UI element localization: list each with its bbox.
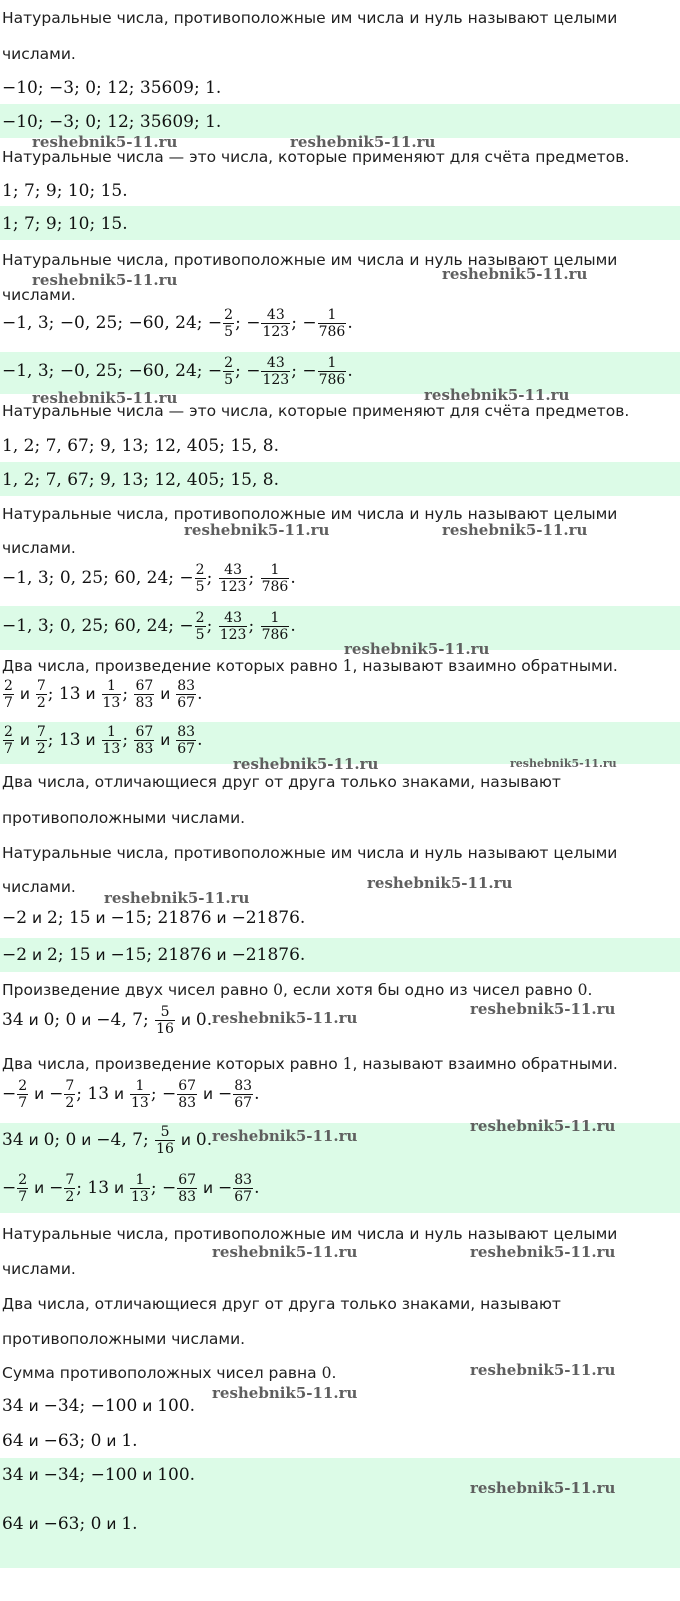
fraction: $\frac{43}{123}$ [219, 610, 247, 643]
fraction: $\frac{1}{13}$ [131, 1172, 149, 1205]
watermark: reshebnik5-11.ru [184, 521, 330, 539]
answer-negative-reciprocal-pairs: − $\frac{2}{7}$ и − $\frac{7}{2}$ ; 13 и $\frac{1}{13}$ ; − $\frac{67}{83}$ и − $\frac{83}{67}$ . [2, 1172, 260, 1205]
fraction: $\frac{43}{123}$ [262, 355, 290, 388]
watermark: reshebnik5-11.ru [470, 1479, 616, 1497]
definition-opposite-tail: противоположными числами. [2, 1330, 246, 1348]
fraction: $\frac{7}{2}$ [65, 1172, 75, 1205]
number-pairs: $\frac{2}{7}$ и $\frac{7}{2}$ ; 13 и $\frac{1}{13}$ ; $\frac{67}{83}$ и $\frac{83}{67}$ . [4, 678, 203, 711]
watermark: reshebnik5-11.ru [104, 889, 250, 907]
number-list: −1, 3; −0, 25; −60, 24; − $\frac{2}{5}$ ; − $\frac{43}{123}$ ; − $\frac{1}{786}$ . [2, 307, 353, 340]
watermark: reshebnik5-11.ru [470, 1361, 616, 1379]
definition-zero-product: Произведение двух чисел равно 0, если хотя бы одно из чисел равно 0. [2, 981, 593, 999]
fraction: $\frac{2}{7}$ [18, 1078, 28, 1111]
fraction: $\frac{67}{83}$ [135, 678, 154, 711]
definition-opposite: Два числа, отличающиеся друг от друга только знаками, называют [2, 773, 561, 791]
answer-number-list: 1, 2; 7, 67; 9, 13; 12, 405; 15, 8. [2, 470, 280, 490]
definition-integers-tail: числами. [2, 539, 76, 557]
fraction: $\frac{2}{5}$ [195, 610, 205, 643]
watermark: reshebnik5-11.ru [212, 1127, 358, 1145]
zero-product-pairs: 34 и 0; 0 и −4, 7; $\frac{5}{16}$ и 0. [2, 1004, 213, 1037]
fraction: $\frac{67}{83}$ [135, 724, 154, 757]
definition-integers: Натуральные числа, противоположные им числа и нуль называют целыми [2, 844, 618, 862]
fraction: $\frac{2}{5}$ [224, 355, 234, 388]
fraction: $\frac{5}{16}$ [156, 1004, 174, 1037]
answer-zero-product-pairs: 34 и 0; 0 и −4, 7; $\frac{5}{16}$ и 0. [2, 1124, 213, 1157]
fraction: $\frac{67}{83}$ [178, 1172, 197, 1205]
answer-number-pairs: $\frac{2}{7}$ и $\frac{7}{2}$ ; 13 и $\frac{1}{13}$ ; $\frac{67}{83}$ и $\frac{83}{67}$ . [4, 724, 203, 757]
answer-non-opposite-pairs: 64 и −63; 0 и 1. [2, 1514, 138, 1534]
number-list: 1; 7; 9; 10; 15. [2, 181, 128, 201]
non-opposite-pairs: 64 и −63; 0 и 1. [2, 1431, 138, 1451]
watermark: reshebnik5-11.ru [32, 133, 178, 151]
fraction: $\frac{67}{83}$ [178, 1078, 197, 1111]
answer-number-list: −1, 3; −0, 25; −60, 24; − $\frac{2}{5}$ ; − $\frac{43}{123}$ ; − $\frac{1}{786}$ . [2, 355, 353, 388]
fraction: $\frac{2}{5}$ [224, 307, 234, 340]
watermark: reshebnik5-11.ru [212, 1243, 358, 1261]
fraction: $\frac{1}{13}$ [102, 678, 121, 711]
definition-opposite: Два числа, отличающиеся друг от друга только знаками, называют [2, 1295, 561, 1313]
fraction: $\frac{83}{67}$ [177, 724, 196, 757]
definition-integers: Натуральные числа, противоположные им числа и нуль называют целыми [2, 1225, 618, 1243]
definition-integers-tail: числами. [2, 878, 76, 896]
definition-naturals: Натуральные числа — это числа, которые применяют для счёта предметов. [2, 402, 630, 420]
answer-opposite-pairs: −2 и 2; 15 и −15; 21876 и −21876. [2, 945, 306, 965]
fraction: $\frac{2}{7}$ [18, 1172, 28, 1205]
watermark: reshebnik5-11.ru [424, 386, 570, 404]
fraction: $\frac{1}{13}$ [102, 724, 121, 757]
watermark: reshebnik5-11.ru [510, 757, 617, 770]
fraction: $\frac{1}{786}$ [318, 355, 346, 388]
definition-integers-tail: числами. [2, 286, 76, 304]
watermark: reshebnik5-11.ru [233, 755, 379, 773]
fraction: $\frac{83}{67}$ [234, 1078, 253, 1111]
fraction: $\frac{83}{67}$ [177, 678, 196, 711]
definition-opposite-sum: Сумма противоположных чисел равна 0. [2, 1364, 337, 1382]
fraction: $\frac{1}{786}$ [261, 562, 289, 595]
fraction: $\frac{7}{2}$ [65, 1078, 75, 1111]
definition-naturals: Натуральные числа — это числа, которые применяют для счёта предметов. [2, 148, 630, 166]
fraction: $\frac{7}{2}$ [36, 678, 46, 711]
fraction: $\frac{43}{123}$ [219, 562, 247, 595]
definition-integers: Натуральные числа, противоположные им числа и нуль называют целыми [2, 251, 618, 269]
answer-number-list: 1; 7; 9; 10; 15. [2, 214, 128, 234]
fraction: $\frac{1}{13}$ [131, 1078, 149, 1111]
fraction: $\frac{83}{67}$ [234, 1172, 253, 1205]
definition-integers: Натуральные числа, противоположные им числа и нуль называют целыми [2, 9, 618, 27]
number-list: −1, 3; 0, 25; 60, 24; − $\frac{2}{5}$ ; $\frac{43}{123}$ ; $\frac{1}{786}$ . [2, 562, 296, 595]
watermark: reshebnik5-11.ru [442, 521, 588, 539]
fraction: $\frac{2}{5}$ [195, 562, 205, 595]
answer-number-list: −1, 3; 0, 25; 60, 24; − $\frac{2}{5}$ ; $\frac{43}{123}$ ; $\frac{1}{786}$ . [2, 610, 296, 643]
watermark: reshebnik5-11.ru [212, 1009, 358, 1027]
definition-reciprocal: Два числа, произведение которых равно 1, называют взаимно обратными. [2, 657, 618, 675]
fraction: $\frac{2}{7}$ [4, 724, 13, 757]
fraction: $\frac{1}{786}$ [318, 307, 346, 340]
fraction: $\frac{7}{2}$ [36, 724, 46, 757]
watermark: reshebnik5-11.ru [470, 1000, 616, 1018]
definition-integers-tail: числами. [2, 45, 76, 63]
number-list: 1, 2; 7, 67; 9, 13; 12, 405; 15, 8. [2, 436, 280, 456]
fraction: $\frac{43}{123}$ [262, 307, 290, 340]
definition-integers-tail: числами. [2, 1260, 76, 1278]
watermark: reshebnik5-11.ru [470, 1243, 616, 1261]
number-list: −10; −3; 0; 12; 35609; 1. [2, 78, 222, 98]
definition-opposite-tail: противоположными числами. [2, 809, 246, 827]
list-lead: −1, 3; −0, 25; −60, 24; − [2, 313, 223, 333]
watermark: reshebnik5-11.ru [442, 265, 588, 283]
watermark: reshebnik5-11.ru [212, 1384, 358, 1402]
fraction: $\frac{1}{786}$ [261, 610, 289, 643]
opposite-pairs: −2 и 2; 15 и −15; 21876 и −21876. [2, 908, 306, 928]
fraction: $\frac{5}{16}$ [156, 1124, 174, 1157]
answer-opposite-pairs: 34 и −34; −100 и 100. [2, 1465, 196, 1485]
watermark: reshebnik5-11.ru [344, 640, 490, 658]
answer-number-list: −10; −3; 0; 12; 35609; 1. [2, 112, 222, 132]
watermark: reshebnik5-11.ru [290, 133, 436, 151]
watermark: reshebnik5-11.ru [32, 389, 178, 407]
watermark: reshebnik5-11.ru [367, 874, 513, 892]
opposite-pairs: 34 и −34; −100 и 100. [2, 1396, 196, 1416]
watermark: reshebnik5-11.ru [470, 1117, 616, 1135]
definition-integers: Натуральные числа, противоположные им числа и нуль называют целыми [2, 505, 618, 523]
fraction: $\frac{2}{7}$ [4, 678, 13, 711]
watermark: reshebnik5-11.ru [32, 271, 178, 289]
negative-reciprocal-pairs: − $\frac{2}{7}$ и − $\frac{7}{2}$ ; 13 и $\frac{1}{13}$ ; − $\frac{67}{83}$ и − $\frac{83}{67}$ . [2, 1078, 260, 1111]
definition-reciprocal: Два числа, произведение которых равно 1, называют взаимно обратными. [2, 1055, 618, 1073]
